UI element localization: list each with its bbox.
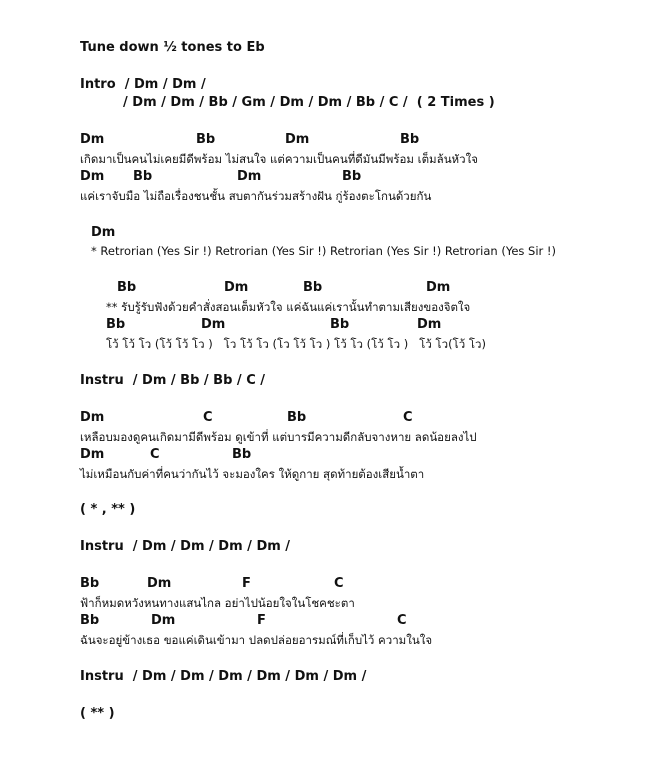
chord: Dm	[426, 280, 451, 295]
instrumental-line: Instru / Dm / Bb / Bb / C /	[80, 373, 266, 388]
chord: F	[242, 576, 251, 591]
chord: Dm	[147, 576, 172, 591]
chord: Dm	[224, 280, 249, 295]
chord: C	[334, 576, 344, 591]
chord: Bb	[80, 613, 100, 628]
chord: Dm	[417, 317, 442, 332]
lyric-line: เหลือบมองดูคนเกิดมามีดีพร้อม ดูเข้าที่ แต่บารมีความดีกลับจางหาย ลดน้อยลงไป	[80, 430, 477, 444]
chord: Bb	[106, 317, 126, 332]
repeat-marker: ( * , ** )	[80, 502, 136, 517]
lyric-line: ฉันจะอยู่ข้างเธอ ขอแค่เดินเข้ามา ปลดปล่อยอารมณ์ที่เก็บไว้ ความในใจ	[80, 633, 433, 647]
chord: Bb	[80, 576, 100, 591]
lyric-line: เกิดมาเป็นคนไม่เคยมีดีพร้อม ไม่สนใจ แต่ความเป็นคนที่ดีมันมีพร้อม เต็มล้นหัวใจ	[80, 152, 478, 166]
chord: Bb	[287, 410, 307, 425]
tuning-title: Tune down ½ tones to Eb	[80, 40, 265, 55]
chord: Dm	[80, 169, 105, 184]
lyric-line: ฟ้าก็หมดหวังหนทางแสนไกล อย่าไปน้อยใจในโชคชะตา	[80, 596, 355, 610]
chord: Dm	[201, 317, 226, 332]
chord: Dm	[80, 447, 105, 462]
lyric-line: * Retrorian (Yes Sir !) Retrorian (Yes Sir !) Retrorian (Yes Sir !) Retrorian (Yes Sir !)	[91, 244, 557, 258]
chord: Bb	[232, 447, 252, 462]
chord: C	[397, 613, 407, 628]
lyric-line: โว้ โว้ โว (โว้ โว้ โว ) โว โว้ โว (โว โว้ โว ) โว้ โว (โว้ โว ) โว้ โว(โว้ โว)	[106, 337, 486, 351]
chord: F	[257, 613, 266, 628]
instrumental-line: Instru / Dm / Dm / Dm / Dm /	[80, 539, 291, 554]
repeat-marker: ( ** )	[80, 706, 115, 721]
chord: Dm	[80, 410, 105, 425]
lyric-line: ** รับรู้รับฟังด้วยคำสั่งสอนเต็มหัวใจ แค่ฉันแค่เรานั้นทำตามเสียงของจิตใจ	[106, 300, 471, 314]
chord: Bb	[196, 132, 216, 147]
chord: Bb	[400, 132, 420, 147]
chord: Bb	[330, 317, 350, 332]
chord: C	[203, 410, 213, 425]
lyric-line: แค่เราจับมือ ไม่ถือเรื่องชนชั้น สบตากันร่วมสร้างฝัน กู่ร้องตะโกนด้วยกัน	[80, 189, 432, 203]
chord: Dm	[80, 132, 105, 147]
instrumental-line: Instru / Dm / Dm / Dm / Dm / Dm / Dm /	[80, 669, 367, 684]
intro-line-2: / Dm / Dm / Bb / Gm / Dm / Dm / Bb / C / ( 2 Times )	[123, 95, 495, 110]
chord: Dm	[237, 169, 262, 184]
chord: Dm	[91, 225, 116, 240]
chord: C	[403, 410, 413, 425]
chord: Dm	[151, 613, 176, 628]
chord: Bb	[303, 280, 323, 295]
chord: C	[150, 447, 160, 462]
chord: Dm	[285, 132, 310, 147]
chord: Bb	[133, 169, 153, 184]
intro-line-1: Intro / Dm / Dm /	[80, 77, 206, 92]
lyric-line: ไม่เหมือนกับค่าที่คนว่ากันไว้ จะมองใคร ให้ดูกาย สุดท้ายต้องเสียน้ำตา	[80, 467, 425, 481]
chord: Bb	[342, 169, 362, 184]
chord: Bb	[117, 280, 137, 295]
